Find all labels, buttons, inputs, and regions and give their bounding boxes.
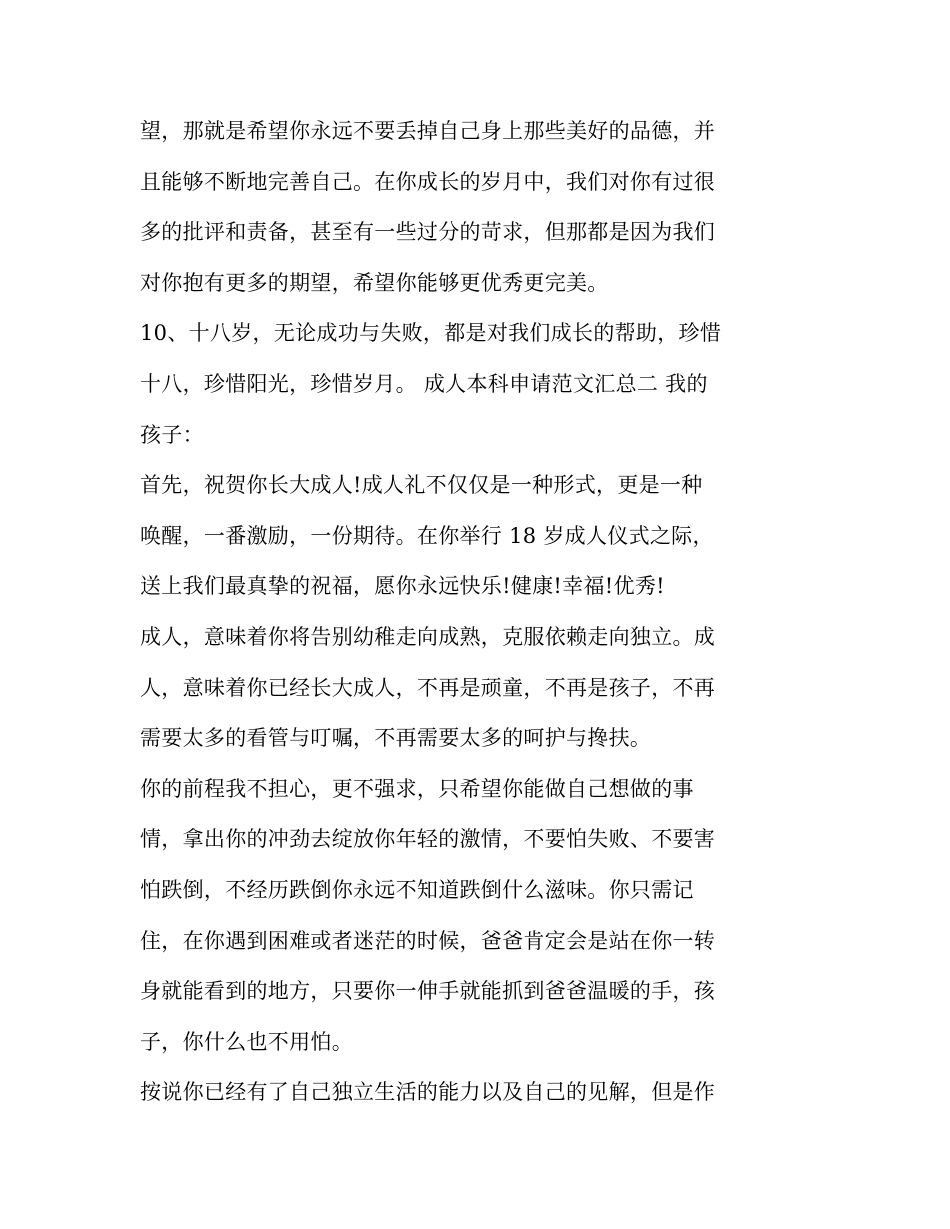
body-text [140, 106, 816, 1118]
text-line: 送上我们最真挚的祝福，愿你永远快乐!健康!幸福!优秀! [140, 574, 665, 599]
text-line: 望，那就是希望你永远不要丢掉自己身上那些美好的品德，并 [140, 119, 716, 143]
text-line: 对你抱有更多的期望，希望你能够更优秀更完美。 [140, 270, 609, 295]
text-line: 情，拿出你的冲劲去绽放你年轻的激情，不要怕失败、不要害 [140, 827, 716, 852]
text-line: 你的前程我不担心，更不强求，只希望你能做自己想做的事 [140, 776, 694, 801]
text-line: 十八，珍惜阳光，珍惜岁月。 成人本科申请范文汇总二 我的 [140, 371, 708, 396]
text-line: 住，在你遇到困难或者迷茫的时候，爸爸肯定会是站在你一转 [140, 928, 716, 953]
text-line: 孩子： [140, 422, 204, 447]
text-line: 且能够不断地完善自己。在你成长的岁月中，我们对你有过很 [140, 169, 716, 194]
text-line: 成人，意味着你将告别幼稚走向成熟，克服依赖走向独立。成 [140, 624, 716, 649]
text-line: 按说你已经有了自己独立生活的能力以及自己的见解，但是作 [140, 1080, 716, 1105]
text-line: 10、十八岁，无论成功与失败，都是对我们成长的帮助，珍惜 [140, 321, 722, 346]
text-line: 人，意味着你已经长大成人，不再是顽童，不再是孩子，不再 [140, 675, 716, 700]
text-line: 身就能看到的地方，只要你一伸手就能抓到爸爸温暖的手，孩 [140, 979, 716, 1004]
text-line: 需要太多的看管与叮嘱，不再需要太多的呵护与搀扶。 [140, 726, 652, 751]
text-line: 首先，祝贺你长大成人!成人礼不仅仅是一种形式，更是一种 [140, 473, 703, 498]
text-line: 怕跌倒，不经历跌倒你永远不知道跌倒什么滋味。你只需记 [140, 877, 694, 902]
text-line: 多的批评和责备，甚至有一些过分的苛求，但那都是因为我们 [140, 220, 716, 245]
text-line: 唤醒，一番激励，一份期待。在你举行 18 岁成人仪式之际， [140, 523, 714, 548]
text-line: 子，你什么也不用怕。 [140, 1029, 353, 1054]
